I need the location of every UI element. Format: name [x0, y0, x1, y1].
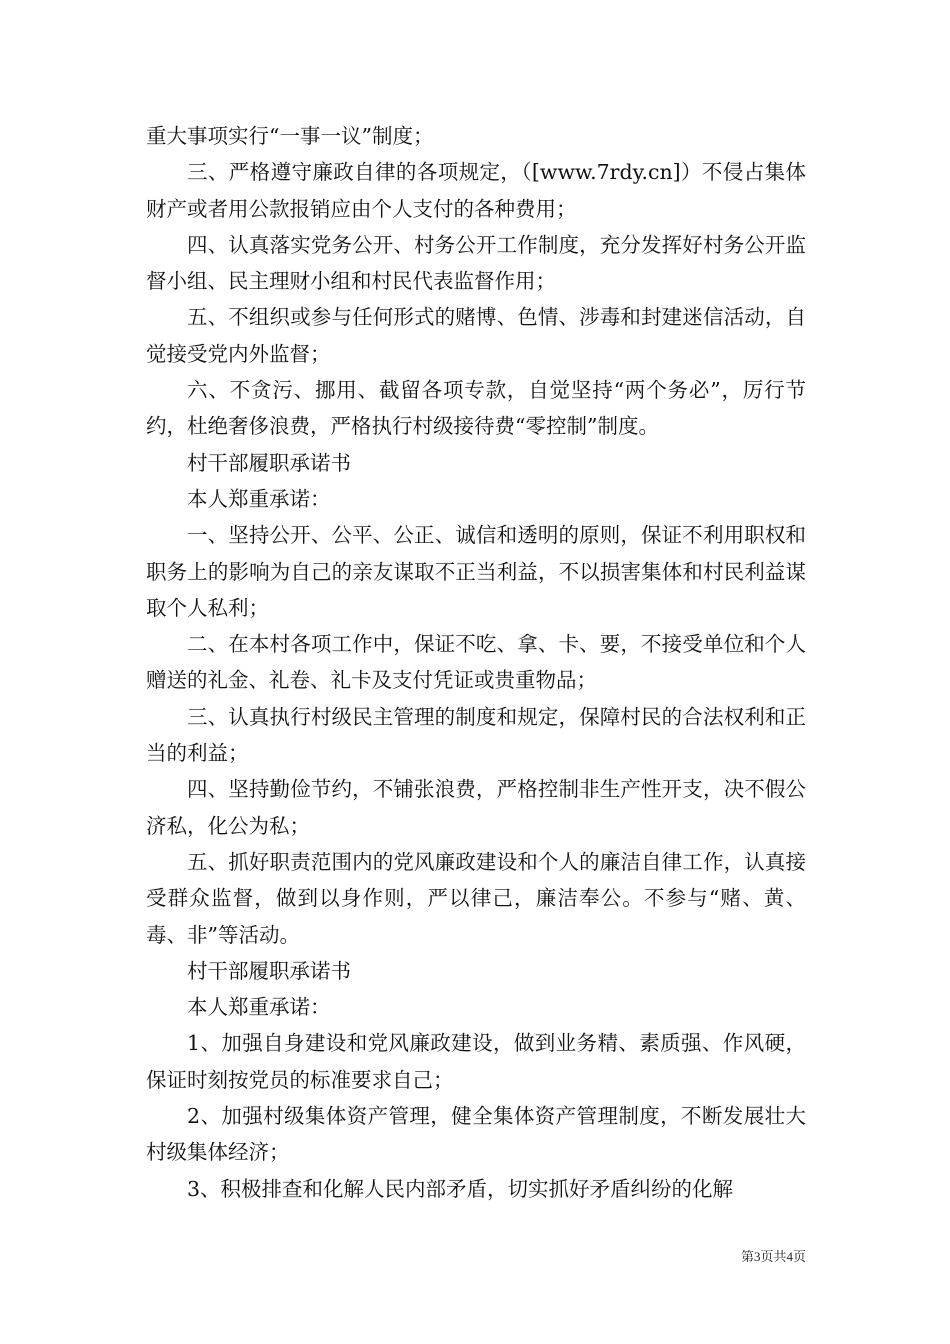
paragraph: 四、认真落实党务公开、村务公开工作制度，充分发挥好村务公开监督小组、民主理财小组和村民代表监督作用； [146, 232, 806, 294]
section-title: 村干部履职承诺书 [187, 450, 351, 475]
paragraph: 一、坚持公开、公平、公正、诚信和透明的原则，保证不利用职权和职务上的影响为自己的亲友谋取不正当利益，不以损害集体和村民利益谋取个人私利； [146, 523, 806, 620]
paragraph: 本人郑重承诺： [187, 486, 331, 511]
paragraph: 3、积极排查和化解人民内部矛盾，切实抓好矛盾纠纷的化解 [187, 1176, 734, 1201]
paragraph: 本人郑重承诺： [187, 995, 331, 1020]
paragraph: 重大事项实行“一事一议”制度； [146, 124, 434, 148]
document-body [146, 118, 806, 1207]
page-number: 第3页共4页 [740, 1249, 806, 1264]
paragraph: 六、不贪污、挪用、截留各项专款，自觉坚持“两个务必”，厉行节约，杜绝奢侈浪费，严格执行村级接待费“零控制”制度。 [146, 378, 806, 439]
paragraph: 2、加强村级集体资产管理，健全集体资产管理制度，不断发展壮大村级集体经济； [146, 1104, 806, 1165]
paragraph: 五、抓好职责范围内的党风廉政建设和个人的廉洁自律工作，认真接受群众监督，做到以身作则，严以律己，廉洁奉公。不参与“赌、黄、毒、非”等活动。 [146, 849, 806, 947]
paragraph: 三、认真执行村级民主管理的制度和规定，保障村民的合法权利和正当的利益； [146, 704, 806, 766]
section-title: 村干部履职承诺书 [187, 958, 351, 983]
paragraph: 1、加强自身建设和党风廉政建设，做到业务精、素质强、作风硬，保证时刻按党员的标准要求自己； [146, 1031, 806, 1092]
paragraph: 三、严格遵守廉政自律的各项规定，（[www.7rdy.cn]）不侵占集体财产或者用公款报销应由个人支付的各种费用； [146, 160, 806, 221]
paragraph: 五、不组织或参与任何形式的赌博、色情、涉毒和封建迷信活动，自觉接受党内外监督； [146, 305, 806, 366]
paragraph: 二、在本村各项工作中，保证不吃、拿、卡、要，不接受单位和个人赠送的礼金、礼卷、礼卡及支付凭证或贵重物品； [146, 632, 806, 693]
paragraph: 四、坚持勤俭节约，不铺张浪费，严格控制非生产性开支，决不假公济私，化公为私； [146, 777, 806, 838]
